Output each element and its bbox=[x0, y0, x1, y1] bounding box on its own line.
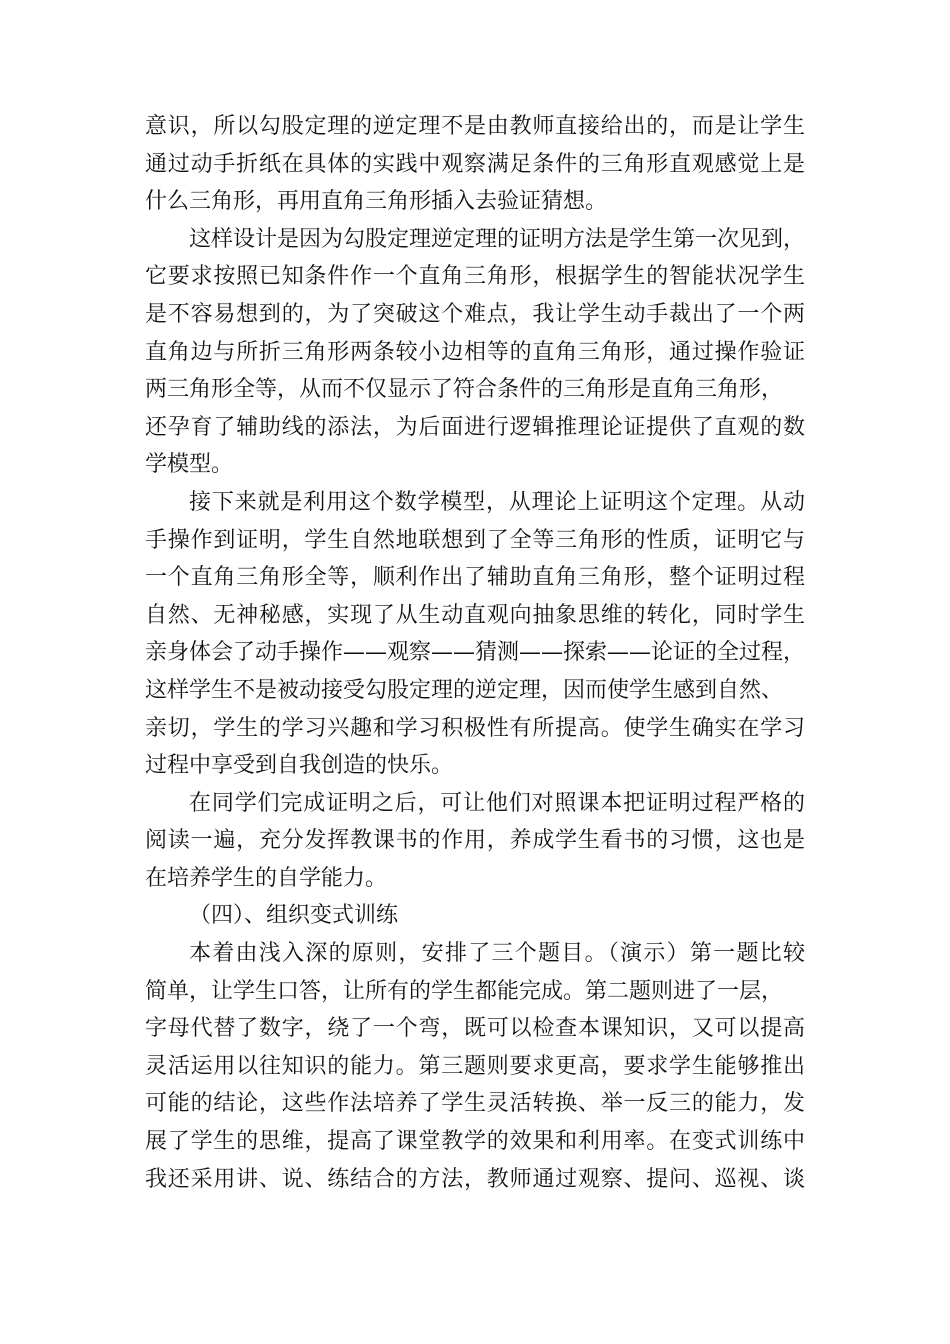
section-heading: （四）、组织变式训练 bbox=[189, 903, 399, 929]
text-line: 手操作到证明，学生自然地联想到了全等三角形的性质，证明它与 bbox=[145, 527, 805, 553]
text-line: 接下来就是利用这个数学模型，从理论上证明这个定理。从动 bbox=[189, 489, 805, 515]
text-line: 两三角形全等，从而不仅显示了符合条件的三角形是直角三角形， bbox=[145, 377, 784, 403]
text-line: 我还采用讲、说、练结合的方法，教师通过观察、提问、巡视、谈 bbox=[145, 1166, 805, 1192]
text-line: 在培养学生的自学能力。 bbox=[145, 865, 388, 891]
text-line: 亲切，学生的学习兴趣和学习积极性有所提高。使学生确实在学习 bbox=[145, 715, 805, 741]
text-line: 它要求按照已知条件作一个直角三角形，根据学生的智能状况学生 bbox=[145, 264, 805, 290]
text-line: 本着由浅入深的原则，安排了三个题目。（演示）第一题比较 bbox=[189, 941, 805, 967]
text-line: 字母代替了数字，绕了一个弯，既可以检查本课知识，又可以提高 bbox=[145, 1016, 805, 1042]
text-line: 灵活运用以往知识的能力。第三题则要求更高，要求学生能够推出 bbox=[145, 1053, 805, 1079]
text-line: 直角边与所折三角形两条较小边相等的直角三角形，通过操作验证 bbox=[145, 339, 805, 365]
text-line: 可能的结论，这些作法培养了学生灵活转换、举一反三的能力，发 bbox=[145, 1091, 805, 1117]
text-line: 简单，让学生口答，让所有的学生都能完成。第二题则进了一层， bbox=[145, 978, 784, 1004]
text-line: 自然、无神秘感，实现了从生动直观向抽象思维的转化，同时学生 bbox=[145, 602, 805, 628]
text-line: 展了学生的思维，提高了课堂教学的效果和利用率。在变式训练中 bbox=[145, 1129, 805, 1155]
text-line: 阅读一遍，充分发挥教课书的作用，养成学生看书的习惯，这也是 bbox=[145, 828, 805, 854]
body-text bbox=[145, 108, 805, 1198]
text-line: 一个直角三角形全等，顺利作出了辅助直角三角形，整个证明过程 bbox=[145, 565, 805, 591]
text-line: 在同学们完成证明之后，可让他们对照课本把证明过程严格的 bbox=[189, 790, 805, 816]
text-line: 亲身体会了动手操作——观察——猜测——探索——论证的全过程， bbox=[145, 640, 806, 666]
text-line: 通过动手折纸在具体的实践中观察满足条件的三角形直观感觉上是 bbox=[145, 151, 805, 177]
text-line: 这样学生不是被动接受勾股定理的逆定理，因而使学生感到自然、 bbox=[145, 677, 784, 703]
text-line: 这样设计是因为勾股定理逆定理的证明方法是学生第一次见到， bbox=[189, 226, 806, 252]
text-line: 过程中享受到自我创造的快乐。 bbox=[145, 753, 454, 779]
text-line: 学模型。 bbox=[145, 452, 234, 478]
text-line: 还孕育了辅助线的添法，为后面进行逻辑推理论证提供了直观的数 bbox=[145, 414, 805, 440]
text-line: 意识，所以勾股定理的逆定理不是由教师直接给出的，而是让学生 bbox=[145, 114, 805, 139]
text-line: 什么三角形，再用直角三角形插入去验证猜想。 bbox=[145, 189, 608, 215]
text-line: 是不容易想到的，为了突破这个难点，我让学生动手裁出了一个两 bbox=[145, 301, 805, 327]
